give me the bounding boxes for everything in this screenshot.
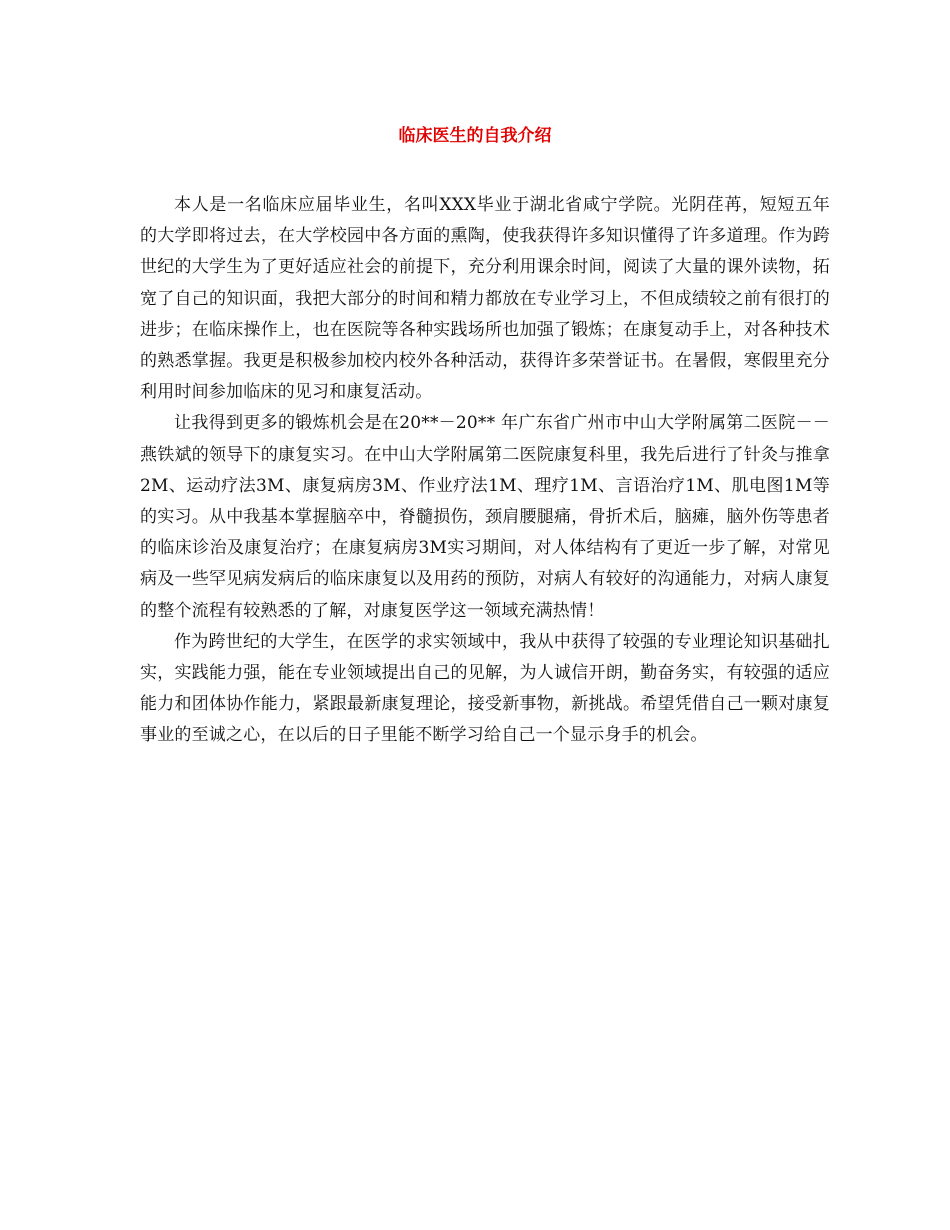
paragraph-intro: 本人是一名临床应届毕业生，名叫XXX毕业于湖北省咸宁学院。光阴荏苒，短短五年的大学即将过去，在大学校园中各方面的熏陶，使我获得许多知识懂得了许多道理。作为跨世纪的大学生为了更好适应社会的前提下，充分利用课余时间，阅读了大量的课外读物，拓宽了自己的知识面，我把大部分的时间和精力都放在专业学习上，不但成绩较之前有很打的进步；在临床操作上，也在医院等各种实践场所也加强了锻炼；在康复动手上，对各种技术的熟悉掌握。我更是积极参加校内校外各种活动，获得许多荣誉证书。在暑假，寒假里充分利用时间参加临床的见习和康复活动。 — [140, 195, 830, 403]
paragraph-internship: 让我得到更多的锻炼机会是在20**－20** 年广东省广州市中山大学附属第二医院－－燕铁斌的领导下的康复实习。在中山大学附属第二医院康复科里，我先后进行了针灸与推拿2M、运动疗法3M、康复病房3M、作业疗法1M、理疗1M、言语治疗1M、肌电图1M等的实习。从中我基本掌握脑卒中，脊髓损伤，颈肩腰腿痛，骨折术后，脑瘫，脑外伤等患者的临床诊治及康复治疗；在康复病房3M实习期间，对人体结构有了更近一步了解，对常见病及一些罕见病发病后的临床康复以及用药的预防，对病人有较好的沟通能力，对病人康复的整个流程有较熟悉的了解，对康复医学这一领域充满热情！ — [140, 413, 830, 621]
document-body — [140, 190, 830, 752]
document-title: 临床医生的自我介绍 — [398, 126, 552, 146]
paragraph-conclusion: 作为跨世纪的大学生，在医学的求实领域中，我从中获得了较强的专业理论知识基础扎实，实践能力强，能在专业领域提出自己的见解，为人诚信开朗，勤奋务实，有较强的适应能力和团体协作能力，紧跟最新康复理论，接受新事物，新挑战。希望凭借自己一颗对康复事业的至诚之心，在以后的日子里能不断学习给自己一个显示身手的机会。 — [140, 631, 830, 746]
